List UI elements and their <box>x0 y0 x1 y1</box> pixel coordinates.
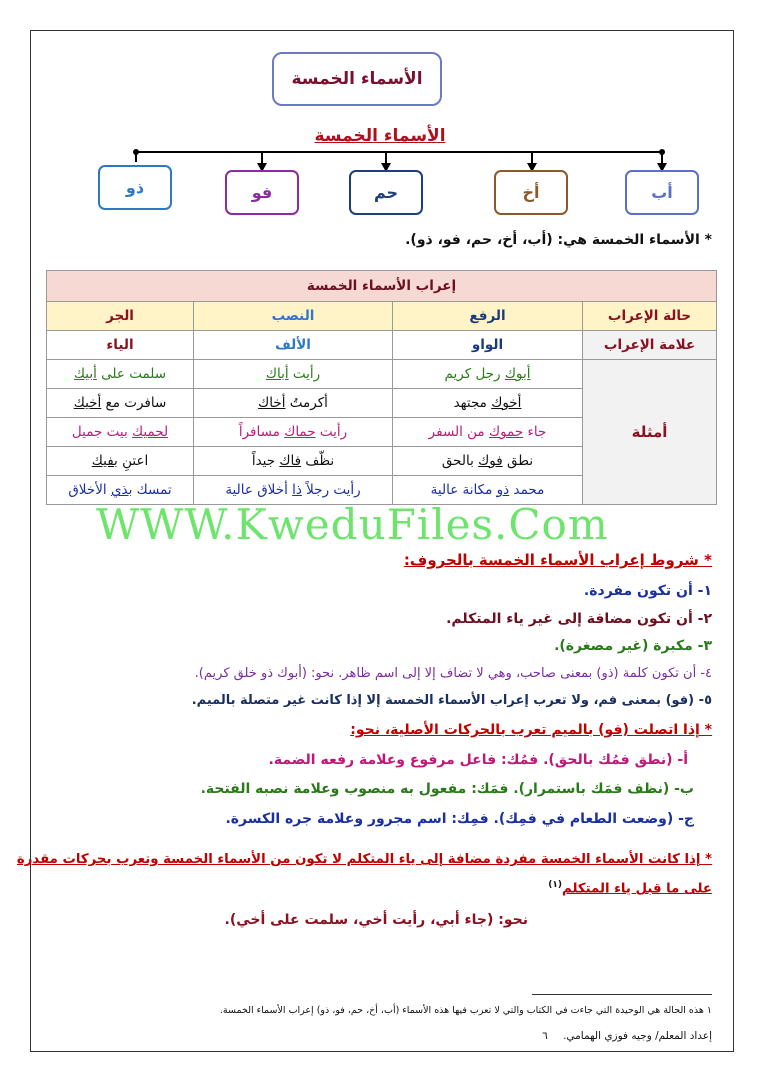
tree-dot <box>133 149 139 155</box>
example-text: مسافراً <box>238 424 285 440</box>
example-text: رأيت <box>288 366 321 382</box>
example-word: أخوك <box>491 395 522 411</box>
example-cell <box>47 447 194 476</box>
condition-item: ١- أن تكون مفردة. <box>583 583 712 599</box>
example-text: مجتهد <box>453 395 492 411</box>
tree-node-label: فو <box>251 183 273 202</box>
example-text: نطق <box>502 453 534 469</box>
example-cell <box>393 418 583 447</box>
case-jarr: الجر <box>47 302 194 331</box>
example-word: أباك <box>265 366 289 382</box>
example-word: بفيك <box>91 453 118 469</box>
sign-label: علامة الإعراب <box>583 331 717 360</box>
state-label: حالة الإعراب <box>583 302 717 331</box>
page-title: الأسماء الخمسة <box>272 52 442 106</box>
declension-table <box>46 270 717 505</box>
example-cell <box>47 360 194 389</box>
example-word: حموك <box>488 424 524 440</box>
condition-item: ٢- أن تكون مضافة إلى غير ياء المتكلم. <box>446 611 712 627</box>
example-cell <box>194 389 393 418</box>
fam-heading: * إذا اتصلت (فو) بالميم تعرب بالحركات الأصلية، نحو: <box>350 722 712 738</box>
example-word: أبيك <box>73 366 97 382</box>
condition-item: ٣- مكبرة (غير مصغرة). <box>554 638 712 654</box>
yaa-line1: * إذا كانت الأسماء الخمسة مفردة مضافة إلى ياء المتكلم لا تكون من الأسماء الخمسة وتعرب بحركات مقدرة <box>16 852 712 867</box>
example-text: رأيت رجلاً <box>301 482 361 498</box>
footnote-mark: (١) <box>548 880 563 890</box>
example-word: ذو <box>496 482 510 498</box>
page-number: ٦ <box>542 1030 548 1042</box>
example-cell <box>194 360 393 389</box>
tree-dot <box>659 149 665 155</box>
example-cell <box>194 447 393 476</box>
example-word: أخيك <box>73 395 102 411</box>
table-title: إعراب الأسماء الخمسة <box>47 271 717 302</box>
tree-title: الأسماء الخمسة <box>314 126 446 146</box>
footer <box>542 1030 712 1042</box>
fam-item: ج- (وضعت الطعام في فمِك). فمِك: اسم مجرور وعلامة جره الكسرة. <box>225 811 694 827</box>
fam-item: ب- (نظف فمَك باستمرار). فمَك: مفعول به منصوب وعلامة نصبه الفتحة. <box>200 781 694 797</box>
sign-yaa: الياء <box>47 331 194 360</box>
watermark: WWW.KweduFiles.Com <box>96 500 609 549</box>
tree-node-label: أب <box>651 183 673 202</box>
condition-item: ٥- (فو) بمعنى فم، ولا تعرب إعراب الأسماء الخمسة إلا إذا كانت غير متصلة بالميم. <box>191 693 712 708</box>
example-text: أكرمتُ <box>285 395 328 411</box>
tree-node-fu <box>225 170 299 215</box>
example-word: فاك <box>279 453 302 469</box>
example-word: لحميك <box>132 424 169 440</box>
example-text: مكانة عالية <box>430 482 497 498</box>
example-word: أبوك <box>504 366 531 382</box>
case-raf: الرفع <box>393 302 583 331</box>
condition-item: ٤- أن تكون كلمة (ذو) بمعنى صاحب، وهي لا تضاف إلا إلى اسم ظاهر. نحو: (أبوك ذو خلق كريم). <box>194 666 712 681</box>
example-text: اعتنِ <box>117 453 149 469</box>
example-word: حماك <box>284 424 316 440</box>
intro-line: * الأسماء الخمسة هي: (أب، أخ، حم، فو، ذو). <box>405 232 712 248</box>
example-text: جاء <box>523 424 547 440</box>
conditions-heading: * شروط إعراب الأسماء الخمسة بالحروف: <box>403 551 712 569</box>
sign-waw: الواو <box>393 331 583 360</box>
sign-alif: الألف <box>194 331 393 360</box>
example-word: ذا <box>292 482 302 498</box>
tree-node-label: أخ <box>522 183 540 202</box>
examples-label: أمثلة <box>583 360 717 505</box>
tree-node-akh <box>494 170 568 215</box>
tree-node-ab <box>625 170 699 215</box>
example-word: أخاك <box>258 395 286 411</box>
example-text: من السفر <box>428 424 489 440</box>
tree-node-label: حم <box>373 183 399 202</box>
footnote: ١ هذه الحالة هي الوحيدة التي جاءت في الكتاب والتي لا تعرب فيها هذه الأسماء (أب، أخ، حم، فو، ذو) إعراب الأسماء الخمسة. <box>219 1005 712 1016</box>
example-cell <box>194 418 393 447</box>
tree-node-ham <box>349 170 423 215</box>
example-cell <box>393 447 583 476</box>
example-word: بذي <box>110 482 133 498</box>
fam-item: أ- (نطق فمُك بالحق). فمُك: فاعل مرفوع وعلامة رفعه الضمة. <box>268 752 688 768</box>
example-text: أخلاق عالية <box>225 482 293 498</box>
case-nasb: النصب <box>194 302 393 331</box>
example-row <box>47 360 717 389</box>
example-text: سلمت على <box>96 366 167 382</box>
example-text: بالحق <box>441 453 479 469</box>
example-word: فوك <box>478 453 503 469</box>
example-cell <box>393 389 583 418</box>
example-text: نظّف <box>301 453 335 469</box>
example-text: جيداً <box>251 453 280 469</box>
footnote-divider <box>532 994 712 995</box>
tree-node-dhu <box>98 165 172 210</box>
example-text: بيت جميل <box>71 424 133 440</box>
example-text: محمد <box>509 482 545 498</box>
example-cell <box>47 389 194 418</box>
example-cell <box>393 360 583 389</box>
example-text: سافرت مع <box>101 395 167 411</box>
example-text: رجل كريم <box>444 366 505 382</box>
yaa-example: نحو: (جاء أبي، رأيت أخي، سلمت على أخي). <box>224 912 528 928</box>
example-cell <box>47 418 194 447</box>
tree-connectors <box>0 0 764 260</box>
example-text: رأيت <box>315 424 348 440</box>
tree-node-label: ذو <box>125 178 145 197</box>
footer-author: إعداد المعلم/ وجيه فوزي الهمامي. <box>563 1030 712 1042</box>
yaa-line2: على ما قبل ياء المتكلم$^{(١)}$ <box>548 880 712 897</box>
example-text: تمسك <box>132 482 172 498</box>
example-text: الأخلاق <box>68 482 111 498</box>
